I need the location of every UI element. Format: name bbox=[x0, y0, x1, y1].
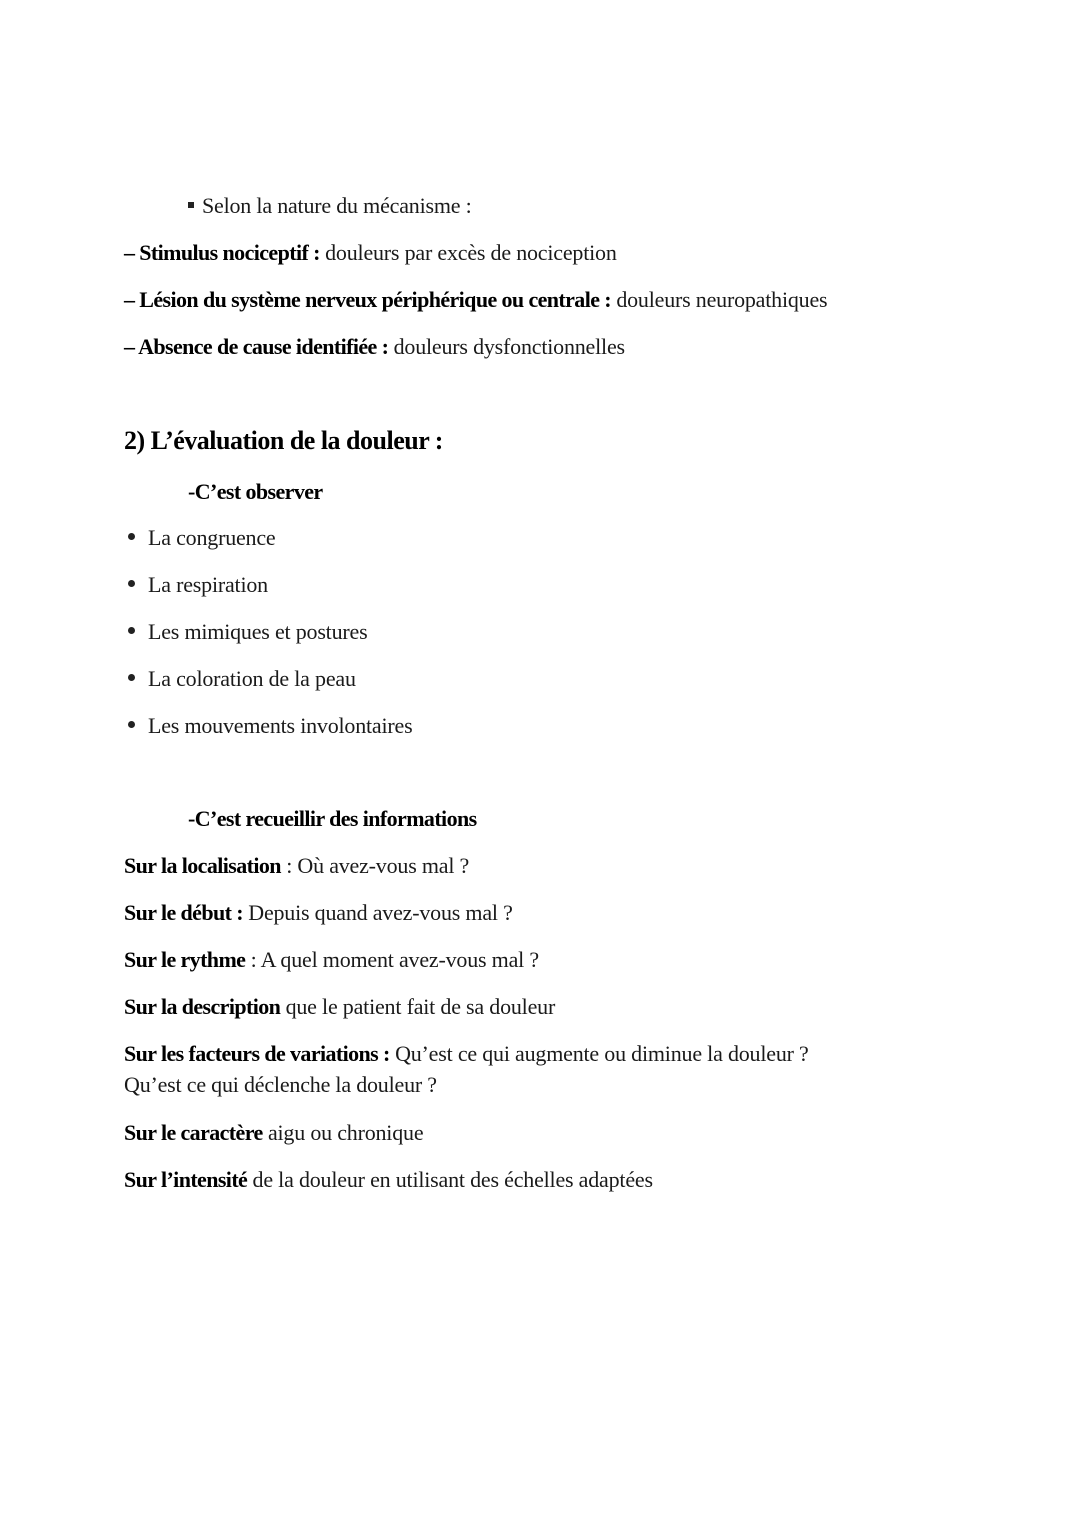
collect-item-text: Qu’est ce qui augmente ou diminue la douleur ? bbox=[389, 1041, 809, 1066]
list-item: Les mouvements involontaires bbox=[148, 713, 413, 738]
collect-item-label: Sur la description bbox=[124, 994, 281, 1019]
collect-item bbox=[124, 946, 539, 974]
collect-item-text: aigu ou chronique bbox=[262, 1120, 424, 1145]
collect-item-label: Sur l’intensité bbox=[124, 1167, 248, 1192]
square-bullet-icon bbox=[188, 202, 194, 208]
collect-item bbox=[124, 993, 555, 1021]
mechanism-item bbox=[124, 239, 617, 267]
list-item: Les mimiques et postures bbox=[148, 619, 368, 644]
collect-item-label: Sur le rythme bbox=[124, 947, 246, 972]
bullet-icon bbox=[128, 665, 135, 693]
mechanism-item-text: douleurs par excès de nociception bbox=[319, 240, 617, 265]
collect-item bbox=[124, 852, 469, 880]
collect-item-label: Sur les facteurs de variations : bbox=[124, 1041, 390, 1066]
list-item: La congruence bbox=[148, 525, 276, 550]
collect-item-text: : A quel moment avez-vous mal ? bbox=[245, 947, 539, 972]
collect-item-text: de la douleur en utilisant des échelles adaptées bbox=[247, 1167, 653, 1192]
mechanism-item-label: – Absence de cause identifiée : bbox=[124, 334, 389, 359]
bullet-icon bbox=[128, 524, 135, 552]
collect-item-text: Depuis quand avez-vous mal ? bbox=[242, 900, 513, 925]
collect-item-continuation: Qu’est ce qui déclenche la douleur ? bbox=[124, 1072, 437, 1097]
mechanism-heading: Selon la nature du mécanisme : bbox=[188, 192, 472, 220]
collect-item-label: Sur le caractère bbox=[124, 1120, 263, 1145]
collect-item-label: Sur la localisation bbox=[124, 853, 281, 878]
collect-item-text: que le patient fait de sa douleur bbox=[280, 994, 556, 1019]
mechanism-item-text: douleurs neuropathiques bbox=[611, 287, 828, 312]
bullet-icon bbox=[128, 571, 135, 599]
mechanism-item bbox=[124, 286, 827, 314]
observe-heading: -C’est observer bbox=[188, 479, 323, 504]
collect-heading: -C’est recueillir des informations bbox=[188, 806, 477, 831]
mechanism-item-label: – Lésion du système nerveux périphérique ou centrale : bbox=[124, 287, 612, 312]
list-item: La respiration bbox=[148, 572, 268, 597]
section-title: 2) L’évaluation de la douleur : bbox=[124, 426, 443, 455]
collect-item bbox=[124, 1166, 653, 1194]
collect-item-text: : Où avez-vous mal ? bbox=[280, 853, 470, 878]
mechanism-item-text: douleurs dysfonctionnelles bbox=[388, 334, 625, 359]
collect-item bbox=[124, 1040, 809, 1068]
collect-item bbox=[124, 899, 513, 927]
bullet-icon bbox=[128, 618, 135, 646]
collect-item-label: Sur le début : bbox=[124, 900, 243, 925]
list-item: La coloration de la peau bbox=[148, 666, 356, 691]
collect-item bbox=[124, 1119, 423, 1147]
mechanism-item-label: – Stimulus nociceptif : bbox=[124, 240, 320, 265]
bullet-icon bbox=[128, 712, 135, 740]
mechanism-item bbox=[124, 333, 625, 361]
